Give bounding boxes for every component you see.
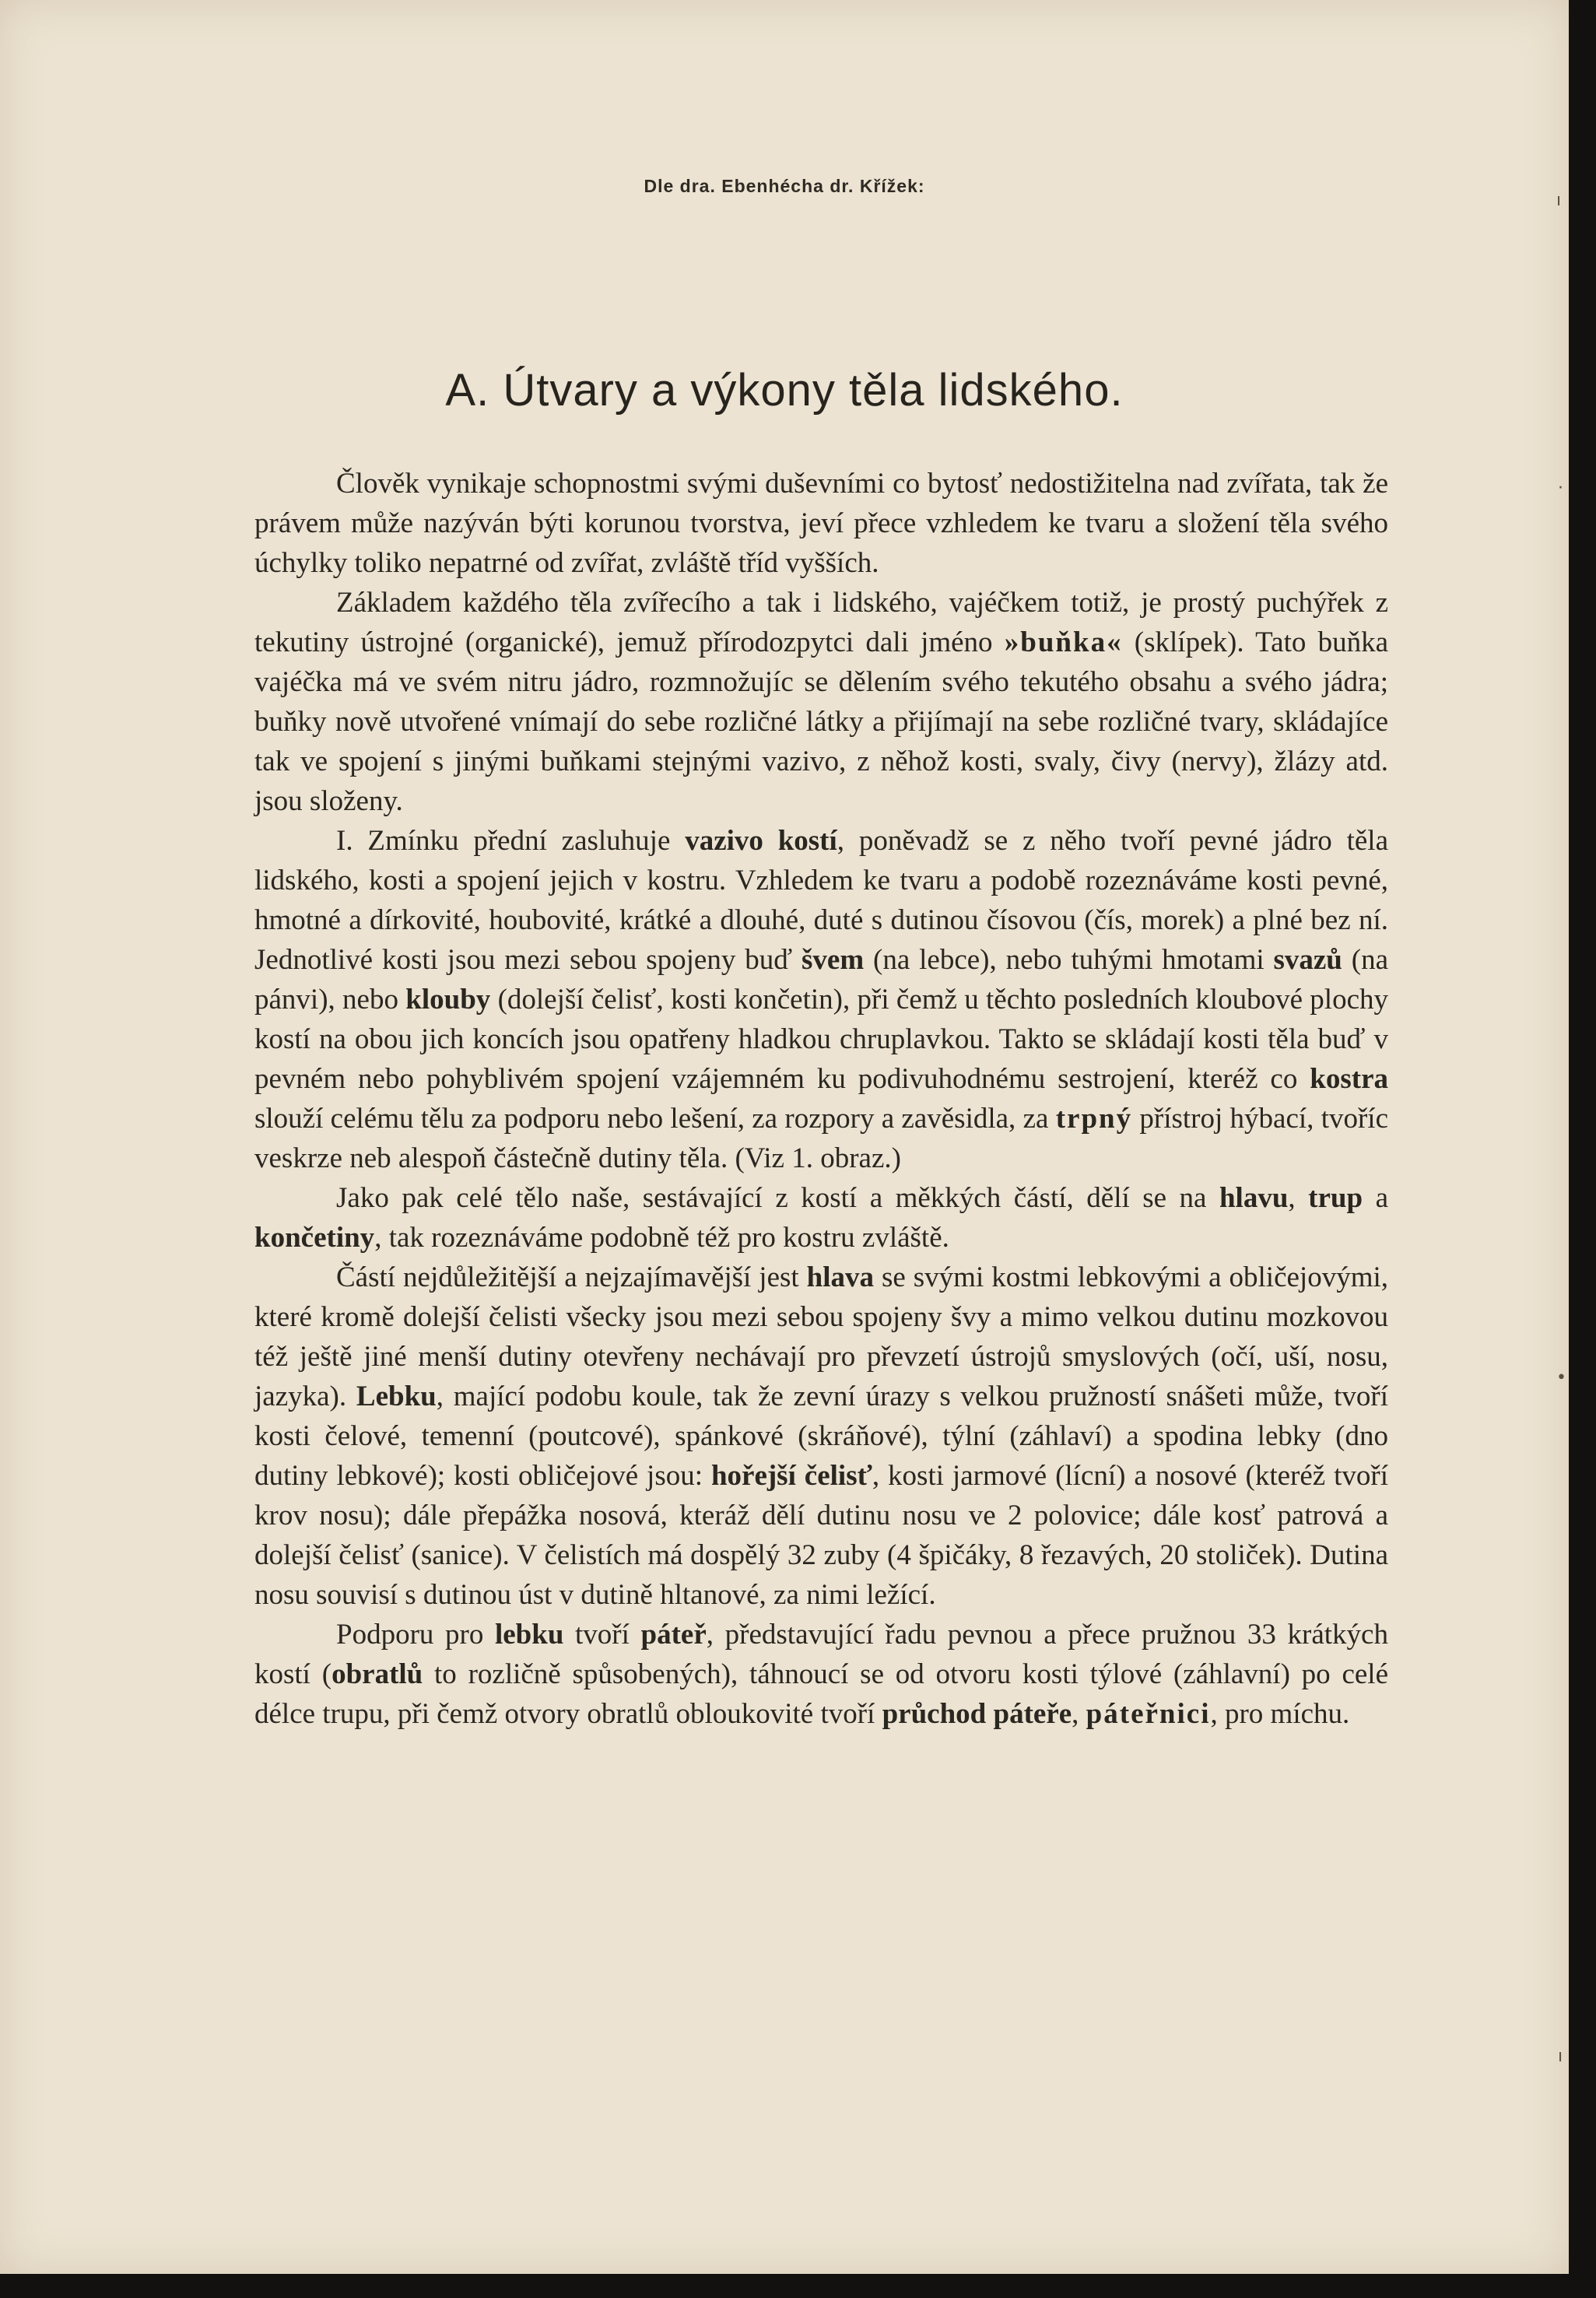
margin-speck-mark: •: [1556, 1368, 1566, 1388]
paragraph-2: [254, 583, 1388, 821]
text-run: Základem každého těla zvířecího a tak i lidského, vajéčkem totiž, je prostý puchýřek z tekutiny ústrojné (organické), jemuž přírodozpytci dali jméno: [254, 587, 1388, 658]
text-run: (na pánvi), nebo: [254, 944, 1388, 1016]
text-run: ,: [1072, 1698, 1086, 1730]
text-run: tvoří: [563, 1619, 641, 1651]
bold-term: klouby: [405, 984, 491, 1016]
text-run: , kosti jarmové (lícní) a nosové (kteréž tvoří krov nosu); dále přepážka nosová, kteráž dělí dutinu nosu ve 2 polovice; dále kosť patrová a dolejší čelisť (sanice). V čelistích má dospělý 32 zuby (4 špičáky, 8 řezavých, 20 stoliček). Dutina nosu souvisí s dutinou úst v dutině hltanové, za nimi ležící.: [254, 1460, 1388, 1611]
margin-speck-mark: ı: [1558, 2047, 1563, 2066]
bold-term: trup: [1308, 1182, 1363, 1214]
text-run: (na lebce), nebo tuhými hmotami: [864, 944, 1274, 976]
bold-term: Lebku: [356, 1381, 437, 1412]
bold-term: hlavu: [1219, 1182, 1289, 1214]
text-run: (dolejší čelisť, kosti končetin), při čemž u těchto posledních kloubové plochy kostí na obou jich koncích jsou opatřeny hladkou chruplavkou. Takto se skládají kosti těla buď v pevném nebo pohyblivém spojení vzájemném ku podivuhodnému sestrojení, kteréž co: [254, 984, 1388, 1095]
text-run: (sklípek). Tato buňka vajéčka má ve svém nitru jádro, rozmnožujíc se dělením svého tekutého obsahu a svého jádra; buňky nově utvořené vnímají do sebe rozličné látky a přijímají na sebe rozličné tvary, skládajíce tak ve spojení s jinými buňkami stejnými vazivo, z něhož kosti, svaly, čivy (nervy), žlázy atd. jsou složeny.: [254, 626, 1388, 817]
text-run: slouží celému tělu za podporu nebo lešení, za rozpory a zavěsidla, za: [254, 1103, 1056, 1135]
scan-edge-bottom: [0, 2274, 1596, 2298]
bold-term: páteř: [640, 1619, 707, 1651]
paragraph-1: [254, 464, 1388, 583]
bold-term: hořejší čelisť: [710, 1460, 872, 1492]
text-run: se svými kostmi lebkovými a obličejovými, které kromě dolejší čelisti všecky jsou mezi sebou spojeny švy a mimo velkou dutinu mozkovou též ještě jiné menší dutiny otevřeny nechávají pro převzetí ústrojů smyslových (očí, uší, nosu, jazyka).: [254, 1261, 1388, 1412]
bold-term: švem: [802, 944, 865, 976]
text-run: , poněvadž se z něho tvoří pevné jádro těla lidského, kosti a spojení jejich v kostru. Vzhledem ke tvaru a podobě rozeznáváme kosti pevné, hmotné a dírkovité, houbovité, krátké a dlouhé, duté s dutinou čísovou (čís, morek) a plné bez ní. Jednotlivé kosti jsou mezi sebou spojeny buď: [254, 825, 1389, 976]
paragraph-4: [254, 1178, 1388, 1258]
bold-term: průchod páteře: [882, 1698, 1072, 1730]
text-run: a: [1363, 1182, 1388, 1214]
paragraph-6: [254, 1615, 1388, 1734]
bold-term: kostra: [1310, 1063, 1388, 1095]
text-run: I. Zmínku přední zasluhuje: [336, 825, 686, 857]
paragraph-3: [254, 821, 1388, 1178]
body-text: [254, 464, 1388, 1734]
text-run: Člověk vynikaje schopnostmi svými duševními co bytosť nedostižitelna nad zvířata, tak že právem může nazýván býti korunou tvorstva, jeví přece vzhledem ke tvaru a složení těla svého úchylky toliko nepatrné od zvířat, zvláště tříd vyšších.: [254, 468, 1388, 579]
margin-speck-mark: ı: [1556, 191, 1562, 210]
text-run: Podporu pro: [336, 1619, 495, 1651]
running-head: Dle dra. Ebenhécha dr. Křížek:: [644, 176, 925, 196]
scan-edge-right: [1569, 0, 1596, 2298]
bold-term: vazivo kostí: [685, 825, 837, 857]
spaced-term-trpny: trpný: [1055, 1103, 1133, 1135]
text-run: přístroj hýbací, tvoříc veskrze neb alespoň částečně dutiny těla. (Viz 1. obraz.): [254, 1103, 1389, 1174]
text-run: , představující řadu pevnou a přece pružnou 33 krátkých kostí (: [254, 1619, 1388, 1690]
bold-term: lebku: [494, 1619, 564, 1651]
spaced-term-paternici: páteřnici: [1086, 1698, 1211, 1730]
bold-term: svazů: [1273, 944, 1342, 976]
bold-term: obratlů: [331, 1658, 423, 1690]
text-run: , pro míchu.: [1210, 1698, 1350, 1730]
bold-term: hlava: [806, 1261, 875, 1293]
margin-speck-mark: ·: [1558, 479, 1563, 498]
chapter-title: A. Útvary a výkony těla lidského.: [445, 365, 1124, 416]
spaced-term-bunka: »buňka«: [1004, 626, 1123, 658]
text-run: Jako pak celé tělo naše, sestávající z kostí a měkkých částí, dělí se na: [336, 1182, 1219, 1214]
paragraph-5: [254, 1258, 1388, 1615]
text-run: , mající podobu koule, tak že zevní úrazy s velkou pružností snášeti může, tvoří kosti čelové, temenní (poutcové), spánkové (skráňové), týlní (záhlaví) a spodina lebky (dno dutiny lebkové); kosti obličejové jsou:: [254, 1381, 1388, 1492]
text-run: , tak rozeznáváme podobně též pro kostru zvláště.: [374, 1222, 949, 1254]
bold-term: končetiny: [254, 1222, 375, 1254]
text-run: to rozličně spůsobených), táhnoucí se od otvoru kosti týlové (záhlavní) po celé délce trupu, při čemž otvory obratlů obloukovité tvoří: [254, 1658, 1388, 1730]
text-run: ,: [1288, 1182, 1309, 1214]
text-run: Částí nejdůležitější a nejzajímavější jest: [336, 1261, 807, 1293]
